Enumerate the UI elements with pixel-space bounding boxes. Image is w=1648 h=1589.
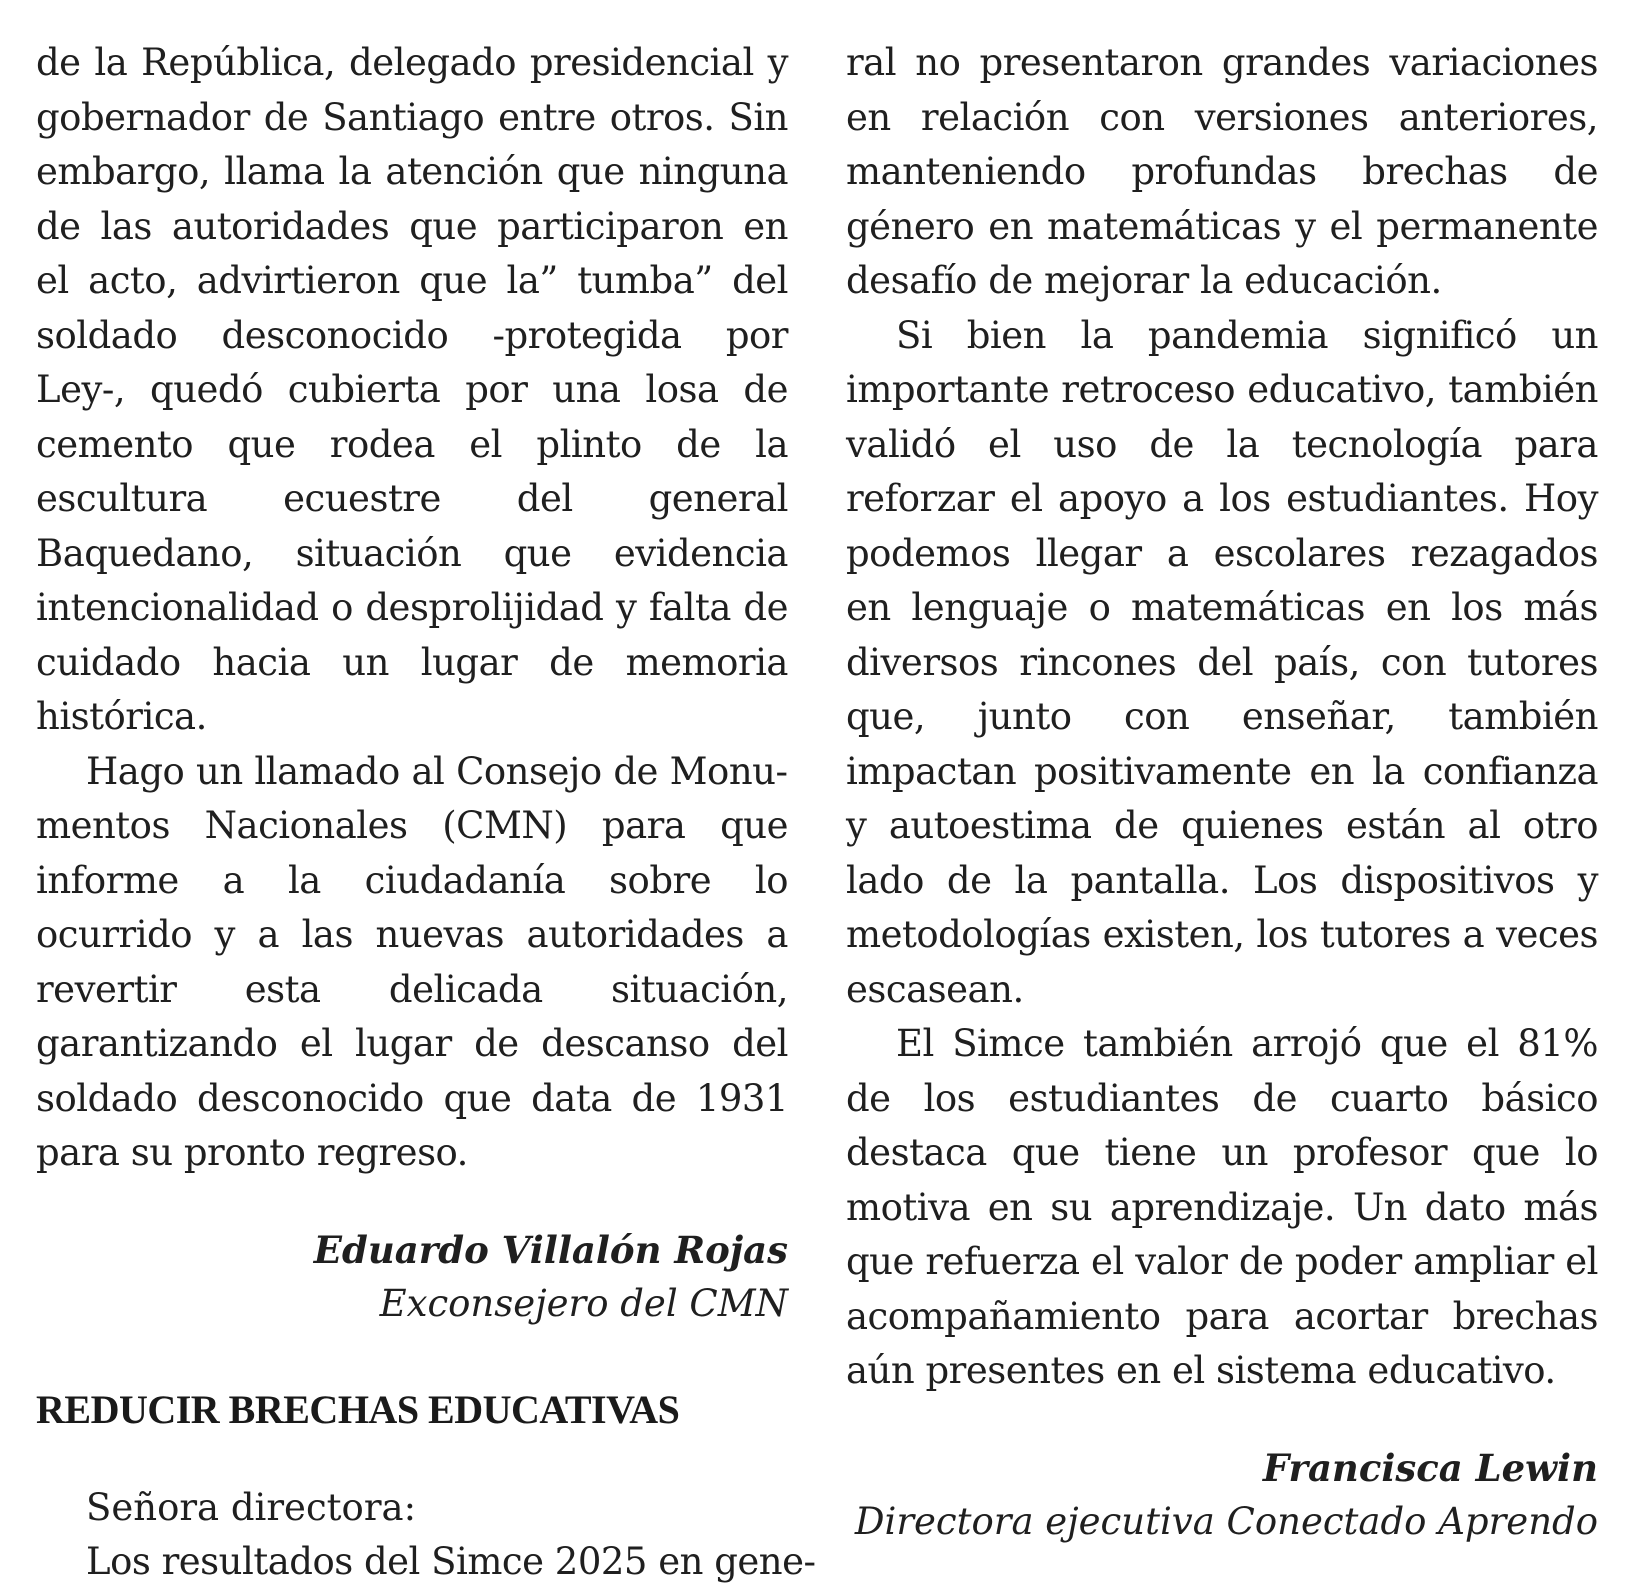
letter-2-author-role: Directora ejecutiva Conectado Aprendo xyxy=(854,1499,1598,1543)
letter-1-author-name: Eduardo Villalón Rojas xyxy=(313,1227,788,1272)
letter-1-paragraph-1: de la República, delegado presidencial y gobernador de Santiago entre otros. Sin embargo, llama la atención que ninguna de las autoridades que participaron en el acto, advirtieron que la” tumba” del soldado desconocido -protegida por Ley-, quedó cubierta por una losa de cemento que rodea el plinto de la escultura ecuestre del general Baquedano, situación que evidencia intencionalidad o desprolijidad y falta de cuidado hacia un lugar de memoria histórica. xyxy=(36,41,788,738)
letter-2-paragraph-1: ral no presentaron grandes variaciones en relación con versiones anteriores, manteniendo profundas brechas de género en matemáticas y el permanente desafío de mejorar la educación. xyxy=(846,41,1598,302)
letter-1-paragraph-2: Hago un llamado al Consejo de Monumentos Nacionales (CMN) para que informe a la ciudadanía sobre lo ocurrido y a las nuevas autoridades a revertir esta delicada situación, garantizando el lugar de descanso del soldado desconocido que data de 1931 para su pronto regreso. xyxy=(36,749,788,1174)
letter-1-signature xyxy=(36,1223,788,1331)
letter-2-paragraph-3: El Simce también arrojó que el 81% de los estudiantes de cuarto básico destaca que tiene un profesor que lo motiva en su aprendizaje. Un dato más que refuerza el valor de poder ampliar el acompañamiento para acortar brechas aún presentes en el sistema educativo. xyxy=(846,1022,1598,1392)
letter-2-headline: REDUCIR BRECHAS EDUCATIVAS xyxy=(36,1386,680,1432)
letter-2-salutation: Señora directora: xyxy=(86,1485,417,1529)
letter-2-intro-line: Los resultados del Simce 2025 en gene- xyxy=(86,1539,816,1583)
letter-2-paragraph-2: Si bien la pandemia significó un importante retroceso educativo, también validó el uso de la tecnología para reforzar el apoyo a los estudiantes. Hoy podemos llegar a escolares rezagados en lenguaje o matemáticas en los más diversos rincones del país, con tutores que, junto con enseñar, también impactan positivamente en la confianza y autoestima de quienes están al otro lado de la pantalla. Los dispositivos y metodologías existen, los tutores a veces escasean. xyxy=(846,313,1598,1011)
left-column xyxy=(36,36,816,1589)
letter-1-author-role: Exconsejero del CMN xyxy=(379,1281,788,1325)
letter-2-author-name: Francisca Lewin xyxy=(1262,1445,1598,1490)
letter-2-signature xyxy=(846,1441,1598,1549)
right-column xyxy=(846,36,1598,1549)
